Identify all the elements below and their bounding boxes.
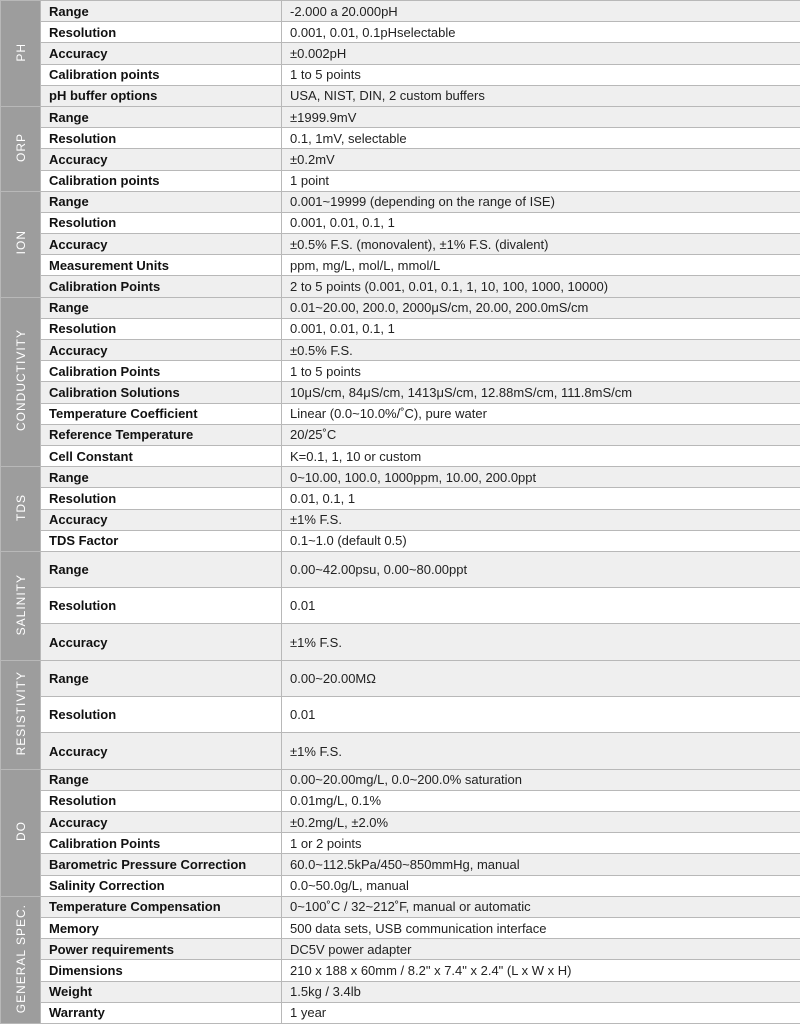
spec-row — [1, 1, 800, 22]
param-name: Calibration Points — [41, 361, 282, 382]
param-value: Linear (0.0~10.0%/˚C), pure water — [282, 403, 800, 424]
param-name: Accuracy — [41, 234, 282, 255]
param-name: Accuracy — [41, 149, 282, 170]
section-label-orp — [1, 106, 41, 191]
spec-row — [1, 854, 800, 875]
param-value: 2 to 5 points (0.001, 0.01, 0.1, 1, 10, 100, 1000, 10000) — [282, 276, 800, 297]
section-label-general-spec — [1, 896, 41, 1023]
param-value: 1 to 5 points — [282, 64, 800, 85]
param-name: Temperature Coefficient — [41, 403, 282, 424]
spec-row — [1, 981, 800, 1002]
param-value: 0.001~19999 (depending on the range of ISE) — [282, 191, 800, 212]
spec-row — [1, 403, 800, 424]
param-value: 0.01 — [282, 588, 800, 624]
param-name: Calibration points — [41, 170, 282, 191]
param-name: Resolution — [41, 790, 282, 811]
spec-row — [1, 318, 800, 339]
spec-row — [1, 530, 800, 551]
param-value: ±0.2mg/L, ±2.0% — [282, 812, 800, 833]
spec-row — [1, 624, 800, 660]
spec-row — [1, 790, 800, 811]
param-name: Calibration Points — [41, 276, 282, 297]
param-value: USA, NIST, DIN, 2 custom buffers — [282, 85, 800, 106]
spec-row — [1, 833, 800, 854]
spec-row — [1, 361, 800, 382]
param-value: 60.0~112.5kPa/450~850mmHg, manual — [282, 854, 800, 875]
section-label-do — [1, 769, 41, 896]
section-label-text: CONDUCTIVITY — [13, 329, 28, 432]
param-value: DC5V power adapter — [282, 939, 800, 960]
section-label-conductivity — [1, 297, 41, 467]
param-value: 0.01~20.00, 200.0, 2000μS/cm, 20.00, 200.0mS/cm — [282, 297, 800, 318]
spec-row — [1, 917, 800, 938]
param-name: Resolution — [41, 318, 282, 339]
param-value: ppm, mg/L, mol/L, mmol/L — [282, 255, 800, 276]
spec-row — [1, 191, 800, 212]
param-value: 20/25˚C — [282, 424, 800, 445]
param-value: 0.00~20.00MΩ — [282, 660, 800, 696]
section-label-text: RESISTIVITY — [13, 671, 28, 756]
param-name: Resolution — [41, 697, 282, 733]
param-name: Reference Temperature — [41, 424, 282, 445]
param-value: 0.01mg/L, 0.1% — [282, 790, 800, 811]
param-name: Range — [41, 660, 282, 696]
param-name: Resolution — [41, 128, 282, 149]
spec-row — [1, 769, 800, 790]
param-value: 0.001, 0.01, 0.1pHselectable — [282, 22, 800, 43]
spec-row — [1, 22, 800, 43]
param-value: 1.5kg / 3.4lb — [282, 981, 800, 1002]
param-name: Measurement Units — [41, 255, 282, 276]
param-name: Range — [41, 551, 282, 587]
param-name: Accuracy — [41, 624, 282, 660]
spec-row — [1, 106, 800, 127]
param-name: Calibration Solutions — [41, 382, 282, 403]
param-value: 0.1, 1mV, selectable — [282, 128, 800, 149]
spec-row — [1, 588, 800, 624]
param-value: ±0.002pH — [282, 43, 800, 64]
section-label-ph — [1, 1, 41, 107]
section-label-resistivity — [1, 660, 41, 769]
param-name: Range — [41, 191, 282, 212]
section-label-text: ION — [13, 230, 28, 255]
spec-row — [1, 697, 800, 733]
param-value: 0.001, 0.01, 0.1, 1 — [282, 318, 800, 339]
param-value: 1 to 5 points — [282, 361, 800, 382]
spec-row — [1, 960, 800, 981]
param-name: Accuracy — [41, 812, 282, 833]
param-value: 0.01 — [282, 697, 800, 733]
spec-table-body — [1, 1, 800, 1024]
param-value: 0.1~1.0 (default 0.5) — [282, 530, 800, 551]
spec-row — [1, 128, 800, 149]
spec-row — [1, 488, 800, 509]
param-value: 0.001, 0.01, 0.1, 1 — [282, 212, 800, 233]
param-value: 1 or 2 points — [282, 833, 800, 854]
spec-row — [1, 875, 800, 896]
param-value: 10μS/cm, 84μS/cm, 1413μS/cm, 12.88mS/cm, 111.8mS/cm — [282, 382, 800, 403]
spec-row — [1, 1002, 800, 1023]
param-name: Resolution — [41, 22, 282, 43]
param-value: 0~10.00, 100.0, 1000ppm, 10.00, 200.0ppt — [282, 467, 800, 488]
spec-row — [1, 509, 800, 530]
param-value: ±0.5% F.S. — [282, 340, 800, 361]
section-label-tds — [1, 467, 41, 552]
param-value: 210 x 188 x 60mm / 8.2" x 7.4" x 2.4" (L x W x H) — [282, 960, 800, 981]
param-name: Range — [41, 106, 282, 127]
param-name: Accuracy — [41, 340, 282, 361]
param-name: Warranty — [41, 1002, 282, 1023]
spec-row — [1, 551, 800, 587]
param-name: Calibration Points — [41, 833, 282, 854]
spec-row — [1, 85, 800, 106]
section-label-salinity — [1, 551, 41, 660]
section-label-text: DO — [13, 821, 28, 842]
param-name: Calibration points — [41, 64, 282, 85]
spec-row — [1, 255, 800, 276]
section-label-text: SALINITY — [13, 573, 28, 635]
param-name: Range — [41, 769, 282, 790]
spec-row — [1, 424, 800, 445]
spec-row — [1, 276, 800, 297]
section-label-text: PH — [13, 42, 28, 62]
param-value: 0.00~42.00psu, 0.00~80.00ppt — [282, 551, 800, 587]
spec-row — [1, 660, 800, 696]
spec-row — [1, 896, 800, 917]
section-label-ion — [1, 191, 41, 297]
param-name: Cell Constant — [41, 445, 282, 466]
spec-row — [1, 234, 800, 255]
param-name: TDS Factor — [41, 530, 282, 551]
spec-row — [1, 297, 800, 318]
param-name: Power requirements — [41, 939, 282, 960]
spec-row — [1, 340, 800, 361]
param-name: Range — [41, 297, 282, 318]
param-name: Resolution — [41, 212, 282, 233]
param-name: Range — [41, 1, 282, 22]
param-value: 0.01, 0.1, 1 — [282, 488, 800, 509]
param-value: K=0.1, 1, 10 or custom — [282, 445, 800, 466]
param-name: pH buffer options — [41, 85, 282, 106]
param-name: Memory — [41, 917, 282, 938]
param-name: Range — [41, 467, 282, 488]
param-value: 1 point — [282, 170, 800, 191]
param-value: ±0.2mV — [282, 149, 800, 170]
param-name: Accuracy — [41, 43, 282, 64]
param-value: ±1999.9mV — [282, 106, 800, 127]
section-label-text: GENERAL SPEC. — [13, 903, 28, 1013]
param-name: Dimensions — [41, 960, 282, 981]
spec-row — [1, 212, 800, 233]
param-value: 1 year — [282, 1002, 800, 1023]
param-name: Resolution — [41, 488, 282, 509]
spec-row — [1, 812, 800, 833]
param-value: ±0.5% F.S. (monovalent), ±1% F.S. (divalent) — [282, 234, 800, 255]
param-value: 0~100˚C / 32~212˚F, manual or automatic — [282, 896, 800, 917]
section-label-text: ORP — [13, 132, 28, 162]
param-name: Temperature Compensation — [41, 896, 282, 917]
param-name: Accuracy — [41, 509, 282, 530]
section-label-text: TDS — [13, 494, 28, 521]
param-value: 0.00~20.00mg/L, 0.0~200.0% saturation — [282, 769, 800, 790]
param-value: 0.0~50.0g/L, manual — [282, 875, 800, 896]
param-name: Weight — [41, 981, 282, 1002]
param-value: ±1% F.S. — [282, 624, 800, 660]
param-value: -2.000 a 20.000pH — [282, 1, 800, 22]
spec-row — [1, 170, 800, 191]
spec-row — [1, 43, 800, 64]
spec-row — [1, 149, 800, 170]
spec-row — [1, 445, 800, 466]
param-name: Barometric Pressure Correction — [41, 854, 282, 875]
param-value: 500 data sets, USB communication interface — [282, 917, 800, 938]
param-name: Salinity Correction — [41, 875, 282, 896]
param-value: ±1% F.S. — [282, 733, 800, 769]
spec-row — [1, 64, 800, 85]
spec-row — [1, 733, 800, 769]
spec-row — [1, 467, 800, 488]
spec-row — [1, 939, 800, 960]
param-name: Resolution — [41, 588, 282, 624]
param-name: Accuracy — [41, 733, 282, 769]
spec-row — [1, 382, 800, 403]
param-value: ±1% F.S. — [282, 509, 800, 530]
